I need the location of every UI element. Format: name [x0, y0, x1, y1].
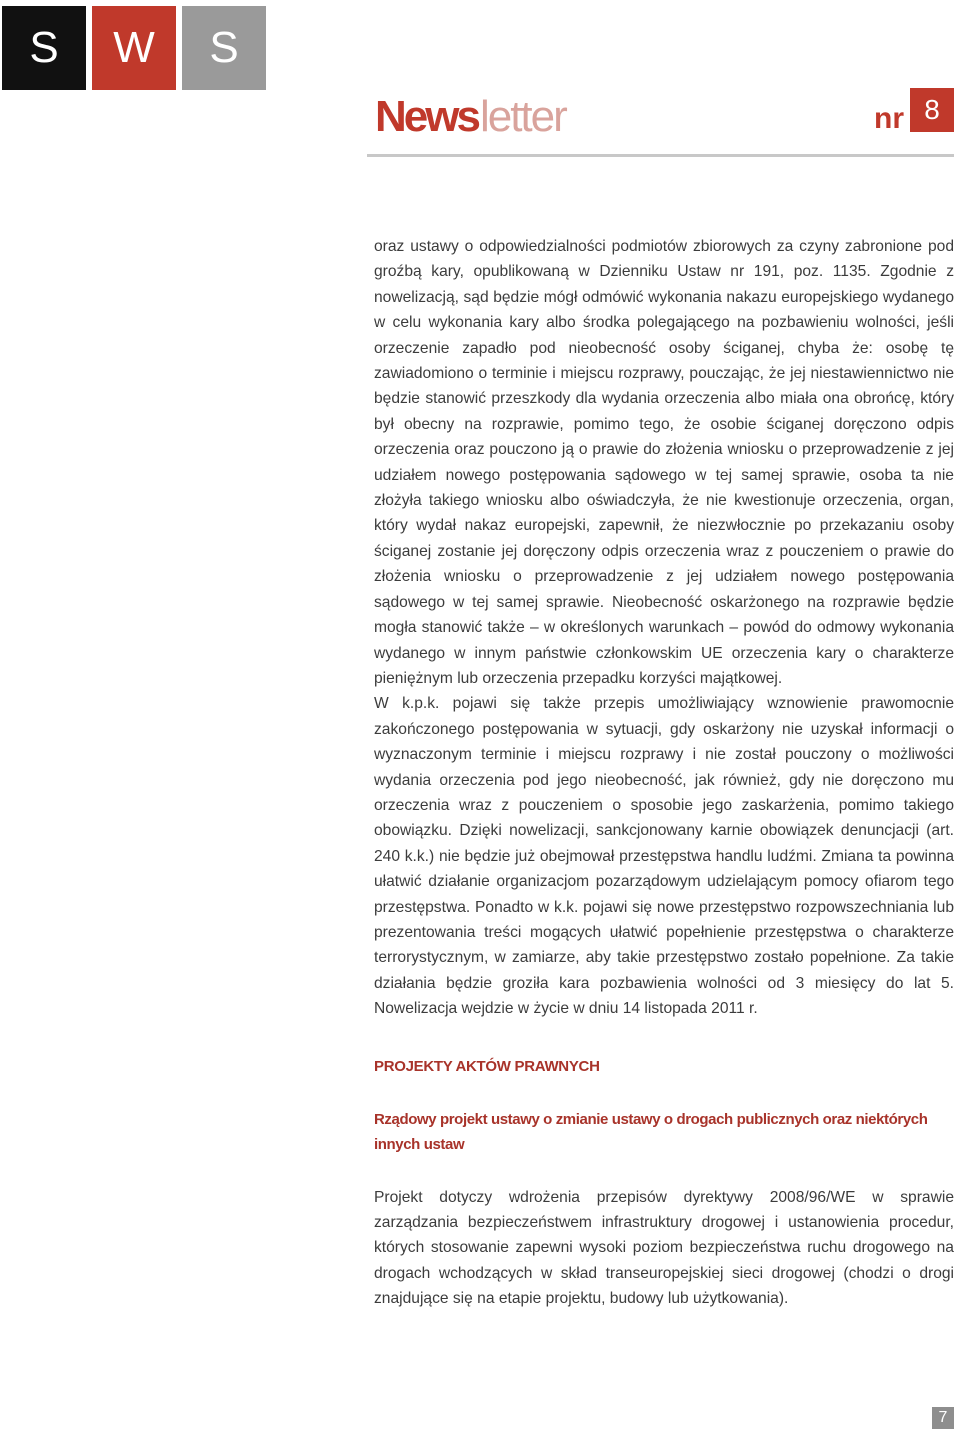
sub-heading: Rządowy projekt ustawy o zmianie ustawy o drogach publicznych oraz niektórych innych ustaw	[374, 1110, 928, 1153]
sws-logo	[2, 6, 266, 90]
body-paragraph-2: W k.p.k. pojawi się także przepis umożliwiający wznowienie prawomocnie zakończonego postępowania w sytuacji, gdy oskarżony nie uzyskał informacji o wyznaczonym terminie i miejscu rozprawy i nie został pouczony o możliwości wydania orzeczenia pod jego nieobecność, jak również, gdy nie doręczono mu orzeczenia wraz z pouczeniem o sposobie jego zaskarżenia, pomimo takiego obowiązku. Dzięki nowelizacji, sankcjonowany karnie obowiązek denuncjacji (art. 240 k.k.) nie będzie już obejmował przestępstwa handlu ludźmi. Zmiana ta powinna ułatwić działanie organizacjom pozarządowym udzielającym pomocy ofiarom tego przestępstwa. Ponadto w k.k. pojawi się nowe przestępstwo rozpowszechniania lub prezentowania treści mogących ułatwić popełnienie przestępstwa o charakterze terrorystycznym, w zamiarze, aby takie przestępstwo zostało popełnione. Za takie działania będzie groziła kara pozbawienia wolności od 3 miesięcy do lat 5. Nowelizacja wejdzie w życie w dniu 14 listopada 2011 r.	[374, 695, 954, 1018]
header-divider	[367, 154, 954, 157]
issue-label: nr	[874, 102, 904, 135]
body-paragraph-3: Projekt dotyczy wdrożenia przepisów dyrektywy 2008/96/WE w sprawie zarządzania bezpieczeństwem infrastruktury drogowej i ustanowienia procedur, których stosowanie zapewni wysoki poziom bezpieczeństwa ruchu drogowego na drogach wchodzących w skład transeuropejskiej sieci drogowej (chodzi o drogi znajdujące się na etapie projektu, budowy lub użytkowania).	[374, 1188, 954, 1308]
logo-letter-2: W	[92, 6, 176, 90]
newsletter-title-news: News	[375, 92, 478, 141]
issue-number: 8	[910, 88, 954, 132]
logo-letter-1: S	[2, 6, 86, 90]
logo-letter-3: S	[182, 6, 266, 90]
issue-indicator	[874, 88, 954, 136]
newsletter-title	[375, 92, 566, 140]
article-content	[374, 234, 954, 1312]
section-heading: PROJEKTY AKTÓW PRAWNYCH	[374, 1057, 600, 1075]
page-number: 7	[932, 1407, 954, 1429]
newsletter-title-letter: letter	[479, 92, 566, 141]
body-paragraph-1: oraz ustawy o odpowiedzialności podmiotów zbiorowych za czyny zabronione pod groźbą kary, opublikowaną w Dzienniku Ustaw nr 191, poz. 1135. Zgodnie z nowelizacją, sąd będzie mógł odmówić wykonania nakazu europejskiego wydanego w celu wykonania kary albo środka polegającego na pozbawieniu wolności, jeśli orzeczenie zapadło pod nieobecność osoby ściganej, chyba że: osobę tę zawiadomiono o terminie i miejscu rozprawy, pouczając, że jej niestawiennictwo nie będzie stanowić przeszkody dla wydania orzeczenia albo miała ona obrońcę, który był obecny na rozprawie, pomimo tego, że osobie ściganej doręczono odpis orzeczenia oraz pouczono ją o prawie do złożenia wniosku o przeprowadzenie z jej udziałem nowego postępowania sądowego w tej samej sprawie, osoba ta nie złożyła takiego wniosku albo oświadczyła, że nie kwestionuje orzeczenia, organ, który wydał nakaz europejski, zapewnił, że niezwłocznie po przekazaniu osoby ściganej zostanie jej doręczony odpis orzeczenia wraz z pouczeniem o prawie do złożenia wniosku o przeprowadzenie z jej udziałem nowego postępowania sądowego w tej samej sprawie. Nieobecność oskarżonego na rozprawie będzie mogła stanowić także – w określonych warunkach – powód do odmowy wykonania wydanego w innym państwie członkowskim UE orzeczenia kary o charakterze pieniężnym lub orzeczenia przepadku korzyści majątkowej.	[374, 238, 954, 687]
